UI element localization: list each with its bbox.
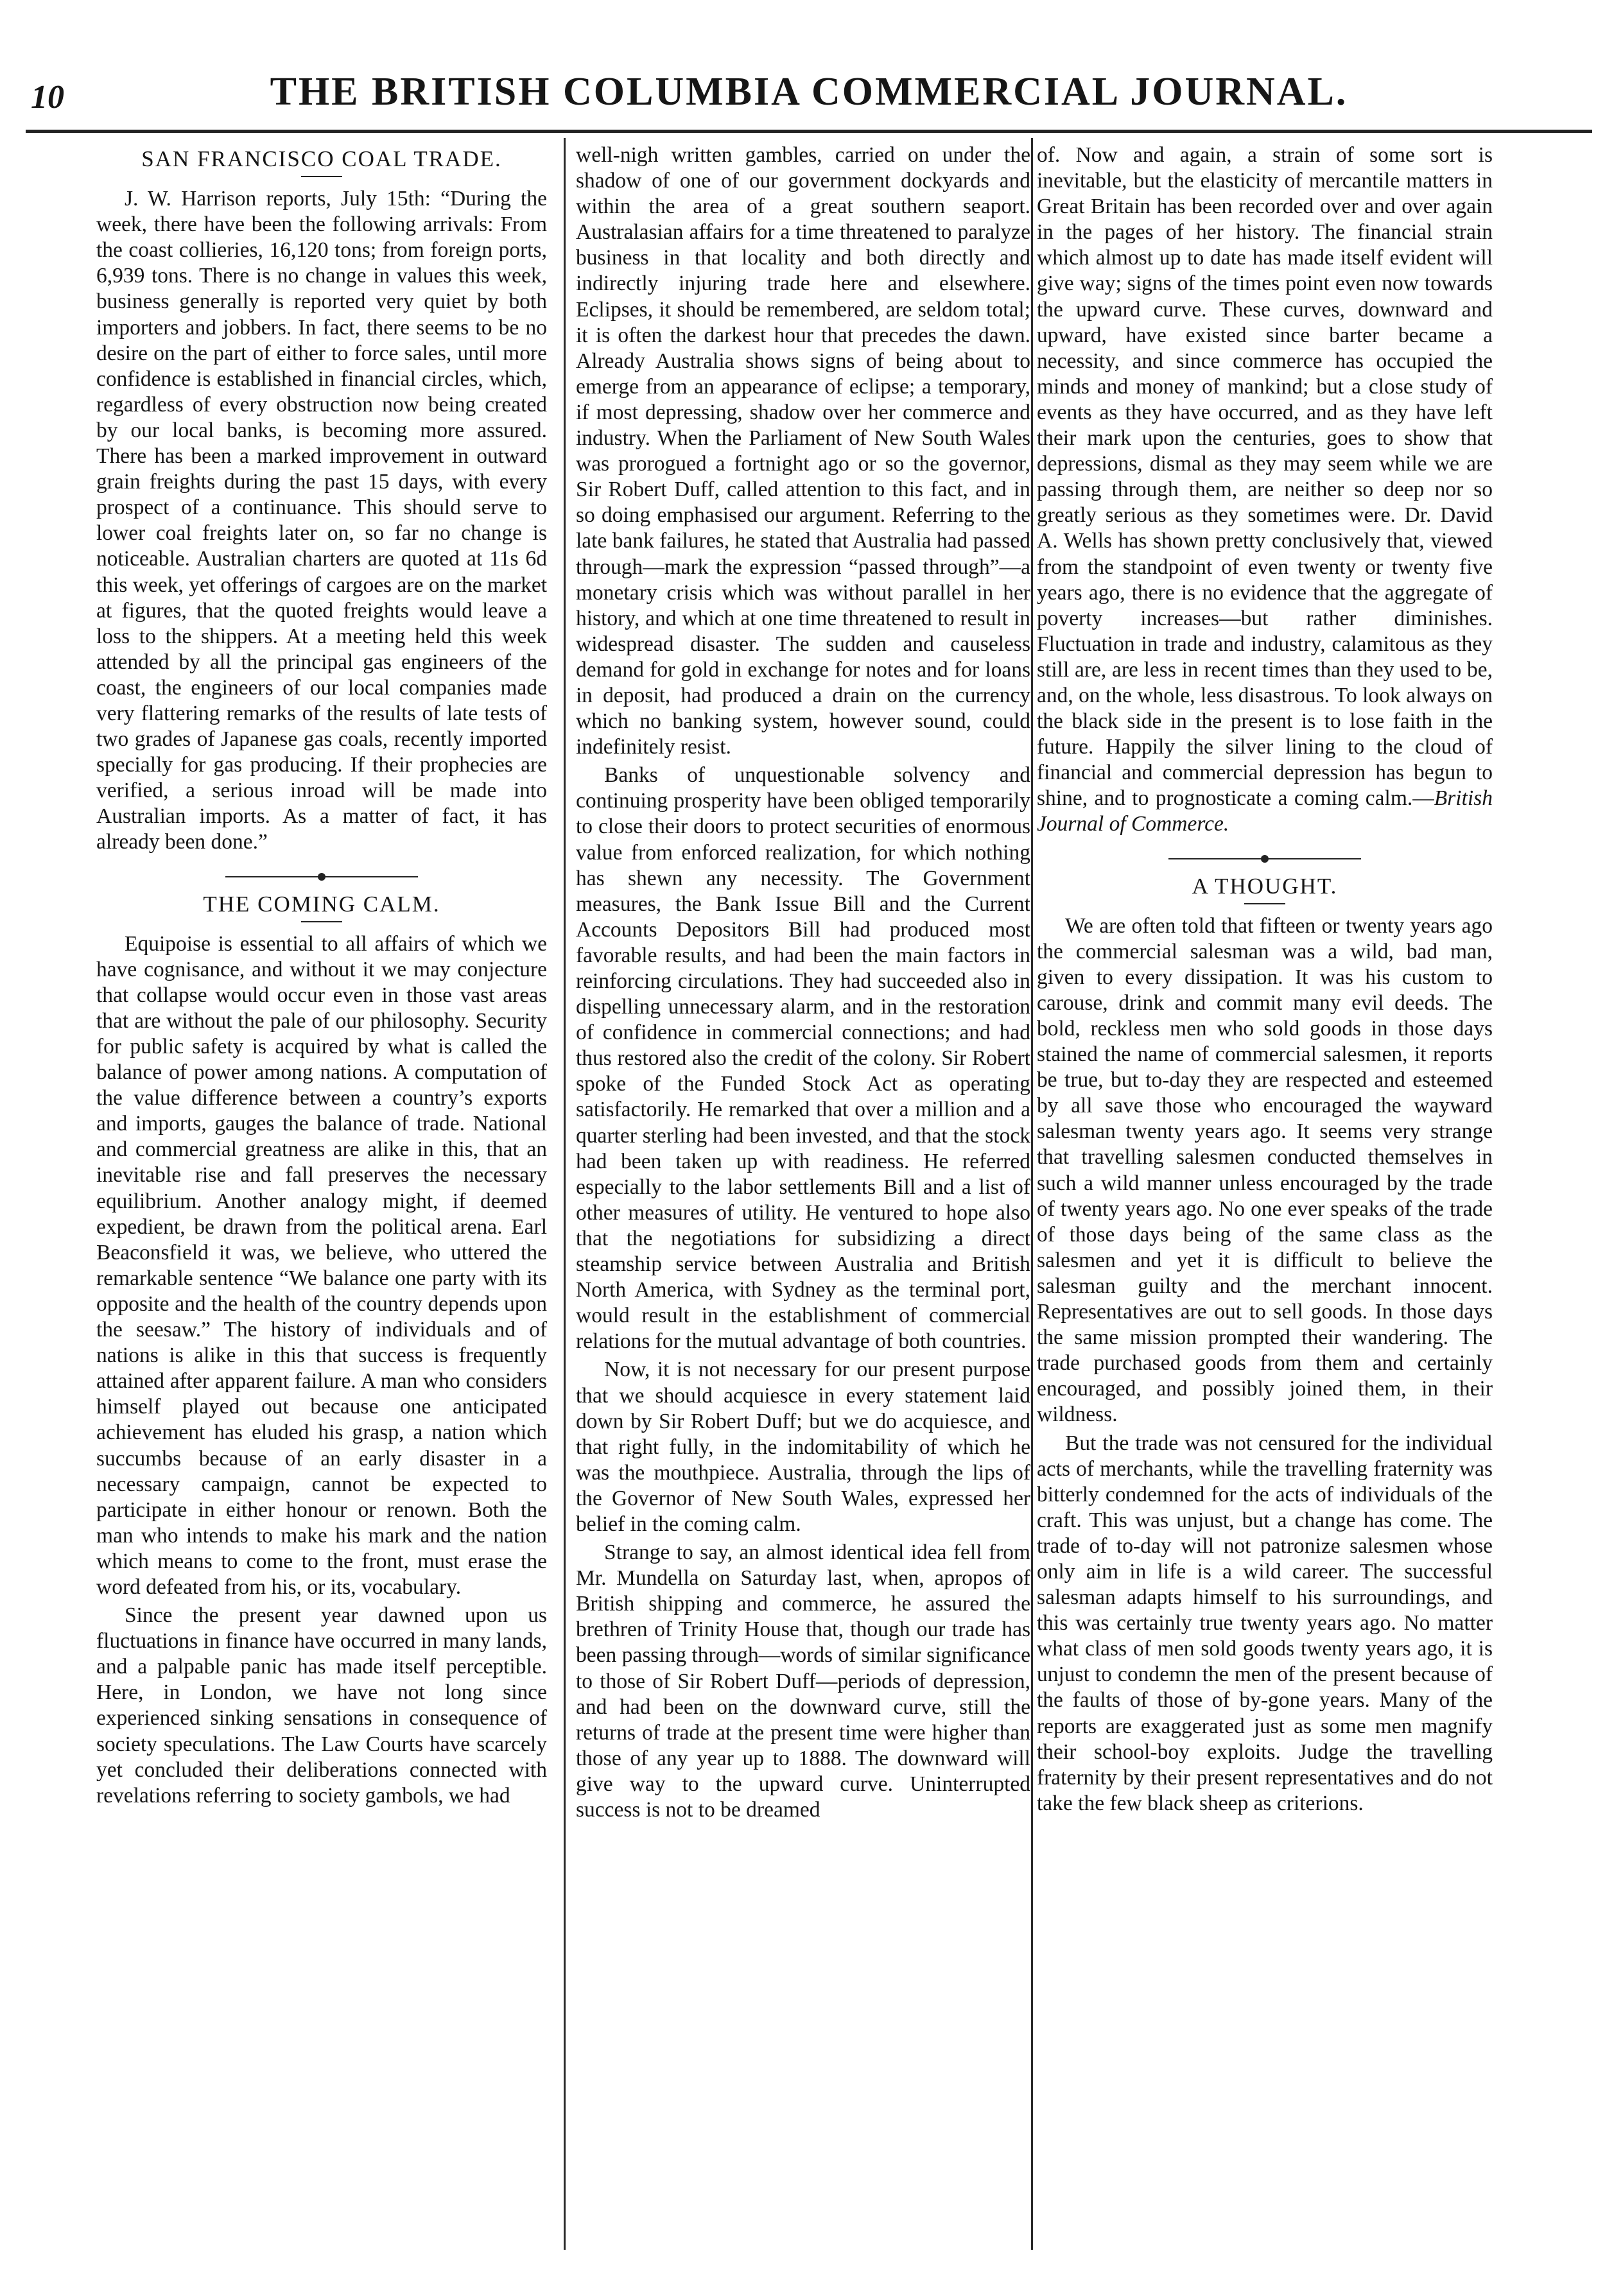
coming-calm-paragraph-6: Strange to say, an almost identical idea fell from Mr. Mundella on Saturday last, when, apropos of British shipping and commerce, he assured the brethren of Trinity House that, though our trade has been passing through—words of similar significance to those of Sir Robert Duff—periods of depression, and had been on the downward curve, still the returns of trade at the present time were higher than those of any year up to 1888. The downward will give way to the upward curve. Uninterrupted success is not to be dreamed — [576, 1541, 1030, 1822]
article-title-san-francisco: SAN FRANCISCO COAL TRADE. — [141, 146, 502, 171]
title-rule — [301, 921, 342, 922]
article-separator — [1168, 853, 1361, 865]
title-rule — [1244, 903, 1285, 904]
column-2 — [576, 142, 1030, 2261]
coming-calm-paragraph-7-text: of. Now and again, a strain of some sort is inevitable, but the elasticity of mercantile matters in Great Britain has been recorded over and over again in the pages of her history. The financial strain which almost up to date has made itself evident will give way; signs of the times point even now towards the upward curve. These curves, downward and upward, have existed since barter became a necessity, and since commerce has occupied the minds and money of mankind; but a close study of events as they have occurred, and as they have left their mark upon the centuries, goes to show that depressions, dismal as they may seem while we are passing through them, are neither so deep nor so greatly serious as they sometimes were. Dr. David A. Wells has shown pretty conclusively that, viewed from the standpoint of even twenty or twenty five years ago, there is no evidence that the aggregate of poverty increases—but rather diminishes. Fluctuation in trade and industry, calamitous as they still are, are less in recent times than they used to be, and, on the whole, less disastrous. To look always on the black side in the present is to lose faith in the future. Happily the silver lining to the cloud of financial and commercial depression has begun to shine, and to prognosticate a coming calm.— — [1037, 143, 1493, 811]
title-rule — [301, 176, 342, 177]
coming-calm-paragraph-5: Now, it is not necessary for our present purpose that we should acquiesce in every statement laid down by Sir Robert Duff; but we do acquiesce, and that right fully, in the indomitability of which he was the mouthpiece. Australia, through the lips of the Governor of New South Wales, expressed her belief in the coming calm. — [576, 1358, 1030, 1536]
article-separator — [225, 871, 418, 883]
coming-calm-paragraph-3: well-nigh written gambles, carried on under the shadow of one of our government dockyards and within the area of a great southern seaport. Australasian affairs for a time threatened to paralyze business in that locality and both directly and indirectly injuring trade here and elsewhere. Eclipses, it should be remembered, are seldom total; it is often the darkest hour that precedes the dawn. Already Australia shows signs of being about to emerge from an appearance of eclipse; a temporary, if most depressing, shadow over her commerce and industry. When the Parliament of New South Wales was prorogued a fortnight ago or so the governor, Sir Robert Duff, called attention to this fact, and in so doing emphasised our argument. Referring to the late bank failures, he stated that Australia had passed through—mark the expression “passed through”—a monetary crisis which was without parallel in her history, and which at one time threatened to result in widespread disaster. The sudden and causeless demand for gold in exchange for notes and for loans in deposit, had produced a drain on the currency which no banking system, however sound, could indefinitely resist. — [576, 143, 1030, 759]
column-3 — [1037, 142, 1493, 2261]
column-1 — [96, 142, 547, 2261]
a-thought-paragraph-1: We are often told that fifteen or twenty years ago the commercial salesman was a wild, bad man, given to every dissipation. It was his custom to carouse, drink and commit many evil deeds. The bold, reckless men who sold goods in those days stained the name of commercial salesmen, it reports be true, but to-day they are respected and esteemed by all save those who encouraged the wayward salesman twenty years ago. It seems very strange that travelling salesmen conducted themselves in such a wild manner unless encouraged by the trade of twenty years ago. No one ever speaks of the trade of those days being of the same class as the salesmen and yet it is difficult to believe the salesman guilty and the merchant innocent. Representatives are out to sell goods. In those days the same mission prompted their wandering. The trade purchased goods from them and certainly encouraged, and possibly joined them, in their wildness. — [1037, 913, 1493, 1427]
a-thought-paragraph-2: But the trade was not censured for the individual acts of merchants, while the travelling fraternity was bitterly condemned for the acts of individuals of the craft. This was unjust, but a change has come. The trade of to-day will not patronize salesmen whose only aim in life is a wild career. The successful salesman adapts himself to his surroundings, and this was certainly true twenty years ago. No matter what class of men sold goods twenty years ago, it is unjust to condemn the men of the present because of the faults of those of by-gone years. Many of the reports are exaggerated just as some men magnify their school-boy exploits. Judge the travelling fraternity by their present representatives and do not take the few black sheep as criterions. — [1037, 1431, 1493, 1815]
san-francisco-body: J. W. Harrison reports, July 15th: “During the week, there have been the following arrivals: From the coast collieries, 16,120 tons; from foreign ports, 6,939 tons. There is no change in values this week, business generally is reported very quiet by both importers and jobbers. In fact, there seems to be no desire on the part of either to force sales, until more confidence is established in financial circles, which, regardless of every obstruction now being created by our local banks, is becoming more assured. There has been a marked improvement in outward grain freights during the past 15 days, with every prospect of a continuance. This should serve to lower coal freights later on, so far no change is noticeable. Australian charters are quoted at 11s 6d this week, yet offerings of cargoes are on the market at figures, that the quoted freights would leave a loss to the shippers. At a meeting held this week attended by all the principal gas engineers of the coast, the engineers of our local companies made very flattering remarks of the results of late tests of two grades of Japanese gas coals, recently imported specially for gas producing. If their prophecies are verified, a serious inroad will be made into Australian imports. As a matter of fact, it has already been done.” — [96, 187, 547, 854]
coming-calm-paragraph-2: Since the present year dawned upon us fluctuations in finance have occurred in many lands, and a palpable panic has made itself perceptible. Here, in London, we have not long since experienced sinking sensations in consequence of society speculations. The Law Courts have scarcely yet concluded their deliberations connected with revelations referring to society gambols, we had — [96, 1603, 547, 1808]
journal-title: THE BRITISH COLUMBIA COMMERCIAL JOURNAL. — [270, 70, 1348, 114]
header-rule — [26, 130, 1592, 133]
article-title-a-thought: A THOUGHT. — [1192, 873, 1338, 899]
page-number: 10 — [31, 79, 64, 116]
column-rule-2 — [1031, 138, 1033, 2250]
coming-calm-paragraph-7 — [1037, 142, 1493, 838]
coming-calm-paragraph-1: Equipoise is essential to all affairs of which we have cognisance, and without it we may conjecture that collapse would occur even in those vast areas that are without the pale of our philosophy. Security for public safety is acquired by what is called the balance of power among nations. A computation of the value difference between a country’s exports and imports, gauges the balance of trade. National and commercial greatness are alike in this, that an inevitable rise and fall preserves the necessary equilibrium. Another analogy might, if deemed expedient, be drawn from the political arena. Earl Beaconsfield it was, we believe, who uttered the remarkable sentence “We balance one party with its opposite and the health of the country depends upon the seesaw.” The history of individuals and of nations is alike in this that success is frequently attained after apparent failure. A man who considers himself played out because one anticipated achievement has eluded his grasp, a nation which succumbs because of an early disaster in a necessary campaign, cannot be expected to participate in either honour or renown. Both the man who intends to make his mark and the nation which means to come to the front, must erase the word defeated from his, or its, vocabulary. — [96, 931, 547, 1599]
coming-calm-paragraph-4: Banks of unquestionable solvency and continuing prosperity have been obliged temporarily to close their doors to protect securities of enormous value from enforced realization, for which nothing has shewn any necessity. The Government measures, the Bank Issue Bill and the Current Accounts Depositors Bill had produced most favorable results, and had been the main factors in reinforcing circulations. They had succeeded also in dispelling unnecessary alarm, and in the restoration of confidence in commercial connections; and had thus restored also the credit of the colony. Sir Robert spoke of the Funded Stock Act as operating satisfactorily. He remarked that over a million and a quarter sterling had been invested, and that the stock had been taken up with readiness. He referred especially to the labor settlements Bill and a list of other measures of utility. He ventured to hope also that the negotiations for subsidizing a direct steamship service between Australia and British North America, with Sydney as the terminal port, would result in the establishment of commercial relations for the mutual advantage of both countries. — [576, 763, 1030, 1354]
article-title-coming-calm: THE COMING CALM. — [203, 891, 440, 917]
article-attribution: British Journal of Commerce. — [1037, 786, 1493, 836]
column-rule-1 — [564, 138, 566, 2250]
